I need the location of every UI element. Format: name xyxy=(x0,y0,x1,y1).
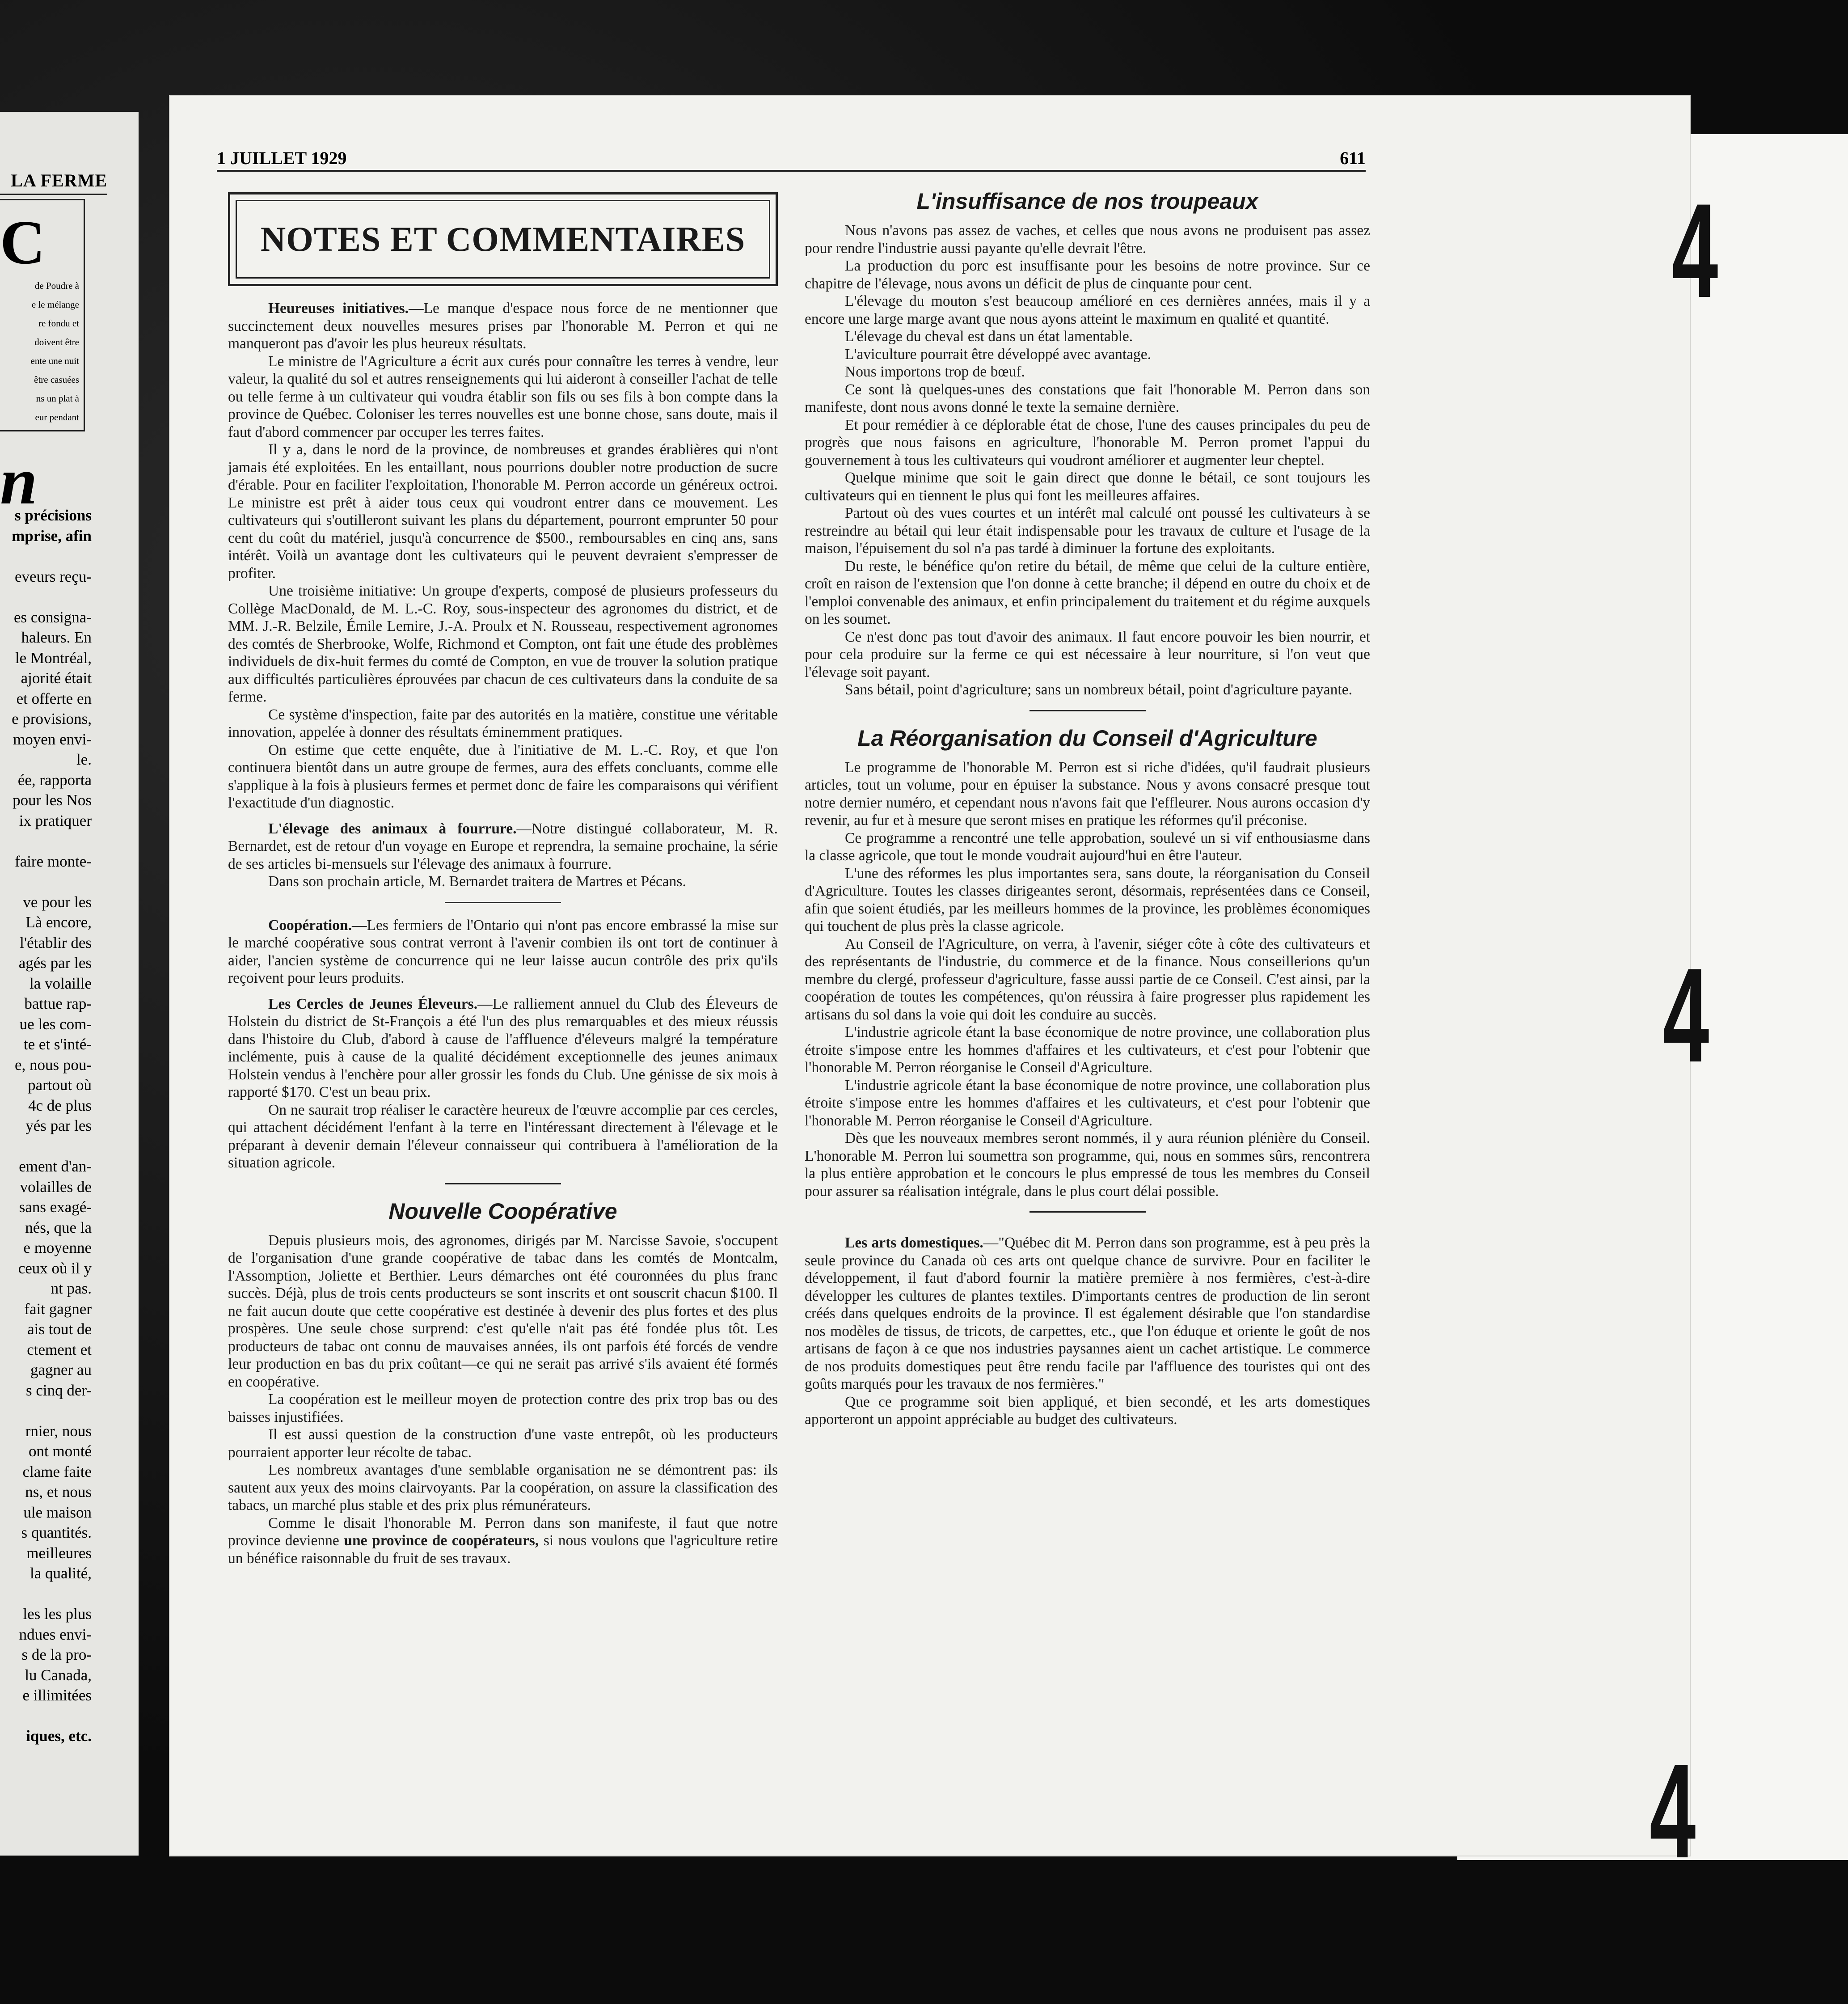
section-heading: Nouvelle Coopérative xyxy=(388,1198,617,1224)
left-page-line: ve pour les xyxy=(23,893,92,911)
paragraph: Les arts domestiques.—"Québec dit M. Perron dans son programme, est à peu près la seule province du Canada où ces arts ont quelque chance de survivre. Pour en faciliter le développement, il faut d'abord fournir la matière première à nos fermières, c'est-à-dire développer les cultures de plantes textiles. D'importants centres de production de lin seront créés dans quelques endroits de la province. Il est également désirable que l'on standardise nos modèles de tissus, de tricots, de carpettes, etc., que l'on éduque et oriente le goût de nos artisans de façon à ce que nos industries paysannes aient un cachet artistique. Le commerce de nos produits domestiques peut être rendu facile par l'affluence des touristes qui ont des goûts marqués pour les travaux de nos fermières." xyxy=(805,1235,1370,1392)
paragraph: L'industrie agricole étant la base économique de notre province, une collaboration plus étroite s'impose entre les hommes d'affaires et les cultivateurs, et c'est pour l'obtenir que l'honorable M. Perron réorganise le Conseil d'Agriculture. xyxy=(805,1024,1370,1076)
left-page-line: s précisions xyxy=(14,507,92,524)
paragraph: La coopération est le meilleur moyen de protection contre des prix trop bas ou des baisses injustifiées. xyxy=(228,1391,778,1425)
left-page-line: es consigna- xyxy=(14,608,92,626)
paragraph: On ne saurait trop réaliser le caractère heureux de l'œuvre accomplie par ces cercles, qui attachent décidément l'enfant à la terre en l'intéressant directement à l'élevage et le préparant à devenir demain l'éleveur connaisseur qui contribuera à l'amélioration de la situation agricole. xyxy=(228,1101,778,1171)
left-page-big-letter: n xyxy=(0,444,38,518)
left-page-line: ais tout de xyxy=(27,1320,92,1338)
left-page-line: ue les com- xyxy=(19,1015,92,1033)
paragraph: Les nombreux avantages d'une semblable organisation ne se démontrent pas: ils sautent aux yeux des moins clairvoyants. Par la coopération, on assure la classification des tabacs, un marché plus stable et des prix plus rémunérateurs. xyxy=(228,1462,778,1514)
paragraph: Ce programme a rencontré une telle approbation, soulevé un si vif enthousiasme dans la classe agricole, que tout le monde voudrait aujourd'hui en être l'auteur. xyxy=(805,829,1370,864)
margin-mark: 4 xyxy=(1650,1736,1696,1886)
margin-mark: 4 xyxy=(1672,175,1718,326)
left-page-line: partout où xyxy=(28,1076,92,1094)
left-page-line: s cinq der- xyxy=(25,1381,92,1399)
left-page-line: ndues envi- xyxy=(19,1625,92,1643)
left-page-line: sans exagé- xyxy=(19,1198,92,1216)
left-page-line xyxy=(0,1706,92,1726)
page-title: NOTES ET COMMENTAIRES xyxy=(236,200,770,279)
left-page-line: faire monte- xyxy=(15,852,92,870)
left-page-line xyxy=(0,1136,92,1157)
left-page-line xyxy=(0,871,92,892)
page-date: 1 JUILLET 1929 xyxy=(217,148,347,168)
left-page-line: ont monté xyxy=(29,1442,92,1460)
paragraph: Ce système d'inspection, faite par des autorités en la matière, constitue une véritable innovation, appelée à donner des résultats éminemment pratiques. xyxy=(228,706,778,740)
left-page-line: nt pas. xyxy=(51,1280,92,1297)
paragraph: Ce sont là quelques-unes des constations que fait l'honorable M. Perron dans son manifeste, dont nous avons donné le texte la semaine dernière. xyxy=(805,381,1370,415)
left-page-line: nés, que la xyxy=(25,1218,92,1236)
paragraph: Nous importons trop de bœuf. xyxy=(845,364,1025,380)
left-page-line: l'établir des xyxy=(20,934,92,951)
left-page-box xyxy=(0,199,85,431)
paragraph: Depuis plusieurs mois, des agronomes, dirigés par M. Narcisse Savoie, s'occupent de l'organisation d'une grande coopérative de tabac dans les comtés de Montcalm, l'Assomption, Joliette et Berthier. Leurs démarches ont été couronnées du plus franc succès. Déjà, plus de trois cents producteurs se sont inscrits et ont souscrit chacun $100. Il ne fait aucun doute que cette coopérative est destinée à devenir des plus fortes et des plus prospères. Une seule chose surprend: c'est qu'elle n'ait pas été fondée plus tôt. Les producteurs de tabac ont connu de mauvaises années, ils ont parfois été forcés de vendre leur production en bas du prix coûtant—ce qui ne serait pas arrivé s'ils avaient été formés en coopérative. xyxy=(228,1232,778,1390)
left-page-line: eveurs reçu- xyxy=(15,567,92,585)
page-number: 611 xyxy=(1340,148,1366,168)
left-page-line: 4c de plus xyxy=(28,1096,92,1114)
box-line: ente une nuit xyxy=(30,355,79,366)
paragraph: Il y a, dans le nord de la province, de nombreuses et grandes érablières qui n'ont jamais été exploitées. En les entaillant, nous pourrions doubler notre production de sucre d'érable. Pour en faciliter l'exploitation, l'honorable M. Perron accorde un généreux octroi. Le ministre est prêt à aider tous ceux qui voudront entrer dans ce mouvement. Les cultivateurs qui s'outilleront suivant les plans du département, pourront emprunter 50 pour cent du coût du matériel, jusqu'à concurrence de $500., remboursables en cinq ans, sans intérêt. Voilà un avantage dont les cultivateurs qui le peuvent devraient s'empresser de profiter. xyxy=(228,441,778,582)
section-ornament xyxy=(805,705,1370,717)
left-page-line: volailles de xyxy=(20,1178,92,1196)
paragraph: Le programme de l'honorable M. Perron est si riche d'idées, qu'il faudrait plusieurs articles, tout un volume, pour en épuiser la substance. Nous y avons consacré presque tout notre dernier numéro, et cependant nous n'avons fait que l'effleurer. Nous aurons occasion d'y revenir, au fur et à mesure que seront mises en pratique les réformes qu'il préconise. xyxy=(805,759,1370,829)
paragraph-lead: Les arts domestiques. xyxy=(845,1235,983,1251)
paragraph: Heureuses initiatives.—Le manque d'espace nous force de ne mentionner que succinctement deux nouvelles mesures prises par l'honorable M. Perron et qui ne manqueront pas d'avoir les plus heureux résultats. xyxy=(228,300,778,352)
left-page-line: te et s'inté- xyxy=(23,1036,92,1053)
left-page-line: agés par les xyxy=(18,954,92,972)
box-line: être casuées xyxy=(34,374,79,385)
paragraph: L'une des réformes les plus importantes sera, sans doute, la réorganisation du Conseil d'Agriculture. Toutes les classes dirigeantes seront, désormais, représentées dans ce Conseil, afin que soient étudiés, par les meilleurs hommes de la province, les problèmes économiques qui touchent de plus près la classe agricole. xyxy=(805,865,1370,934)
left-page-line: et offerte en xyxy=(16,689,92,707)
box-line: eur pendant xyxy=(35,412,79,423)
left-page-line: Là encore, xyxy=(25,913,92,931)
left-page-line: haleurs. En xyxy=(21,629,92,646)
left-page-header: LA FERME xyxy=(0,170,107,195)
left-page-fragment xyxy=(0,112,139,1856)
left-page-line xyxy=(0,831,92,851)
paragraph: Ce n'est donc pas tout d'avoir des animaux. Il faut encore pouvoir les bien nourrir, et pour cela produire sur la ferme ce qui est nécessaire à leur nourriture, si l'on veut que l'élevage soit payant. xyxy=(805,628,1370,681)
section-ornament xyxy=(805,1206,1370,1218)
left-page-line: iques, etc. xyxy=(26,1727,92,1745)
paragraph: Nous n'avons pas assez de vaches, et celles que nous avons ne produisent pas assez pour rendre l'industrie aussi payante qu'elle devrait l'être. xyxy=(805,222,1370,257)
left-page-line: ement d'an- xyxy=(19,1158,92,1175)
left-page-line: les les plus xyxy=(23,1605,92,1623)
left-page-line: s de la pro- xyxy=(21,1646,92,1663)
left-page-line xyxy=(0,587,92,607)
paragraph-lead: Heureuses initiatives. xyxy=(268,300,409,317)
left-page-line: e provisions, xyxy=(12,710,92,727)
paragraph: Il est aussi question de la construction d'une vaste entrepôt, où les producteurs pourraient apporter leur récolte de tabac. xyxy=(228,1426,778,1461)
paragraph: L'aviculture pourrait être développé avec avantage. xyxy=(845,346,1151,363)
left-page-text-lines xyxy=(0,505,92,1746)
left-page-line: la volaille xyxy=(30,974,92,992)
paragraph: Une troisième initiative: Un groupe d'experts, composé de plusieurs professeurs du Collège MacDonald, de M. L.-C. Roy, sous-inspecteur des agronomes du district, et de MM. J.-R. Belzile, Émile Lemire, J.-A. Proulx et N. Rousseau, respectivement agronomes des comtés de Sherbrooke, Wolfe, Richmond et Compton, ont fait une étude des problèmes individuels de dix-huit fermes du comté de Compton, en vue de trouver la solution pratique aux difficultés particulières éprouvées par chacun de ces cultivateurs dans la conduite de sa ferme. xyxy=(228,583,778,705)
left-page-line: gagner au xyxy=(30,1361,92,1378)
paragraph: Les Cercles de Jeunes Éleveurs.—Le ralliement annuel du Club des Éleveurs de Holstein du district de St-François a été l'un des plus remarquables et des mieux réussis dans l'histoire du Club, d'abord à cause de l'affluence d'éleveurs malgré la température inclémente, puis à cause de la qualité décidément exceptionnelle des jeunes animaux Holstein vendus à l'enchère pour aller grossir les fonds du Club. Une génisse de six mois à rapporté $170. C'est un beau prix. xyxy=(228,995,778,1100)
left-page-line: ceux où il y xyxy=(18,1259,92,1277)
left-page-line: moyen envi- xyxy=(13,730,92,748)
left-page-line: s quantités. xyxy=(21,1524,92,1541)
right-column xyxy=(805,183,1370,1429)
left-page-line: clame faite xyxy=(22,1463,92,1480)
paragraph: Le ministre de l'Agriculture a écrit aux curés pour connaître les terres à vendre, leur valeur, la qualité du sol et autres renseignements qui lui aideront à conseiller l'achat de telle ou telle ferme à un cultivateur qui voudra établir son fils ou ses fils à bon compte dans la province de Québec. Coloniser les terres nouvelles est une bonne chose, sans doute, mais il faut d'abord commencer par occuper les terres faites. xyxy=(228,353,778,440)
paragraph: Et pour remédier à ce déplorable état de chose, l'une des causes principales du peu de progrès que nous faisons en agriculture, l'honorable M. Perron promet l'appui du gouvernement à tous les cultivateurs qui voudront améliorer et augmenter leur cheptel. xyxy=(805,416,1370,469)
paragraph: Dans son prochain article, M. Bernardet traitera de Martres et Pécans. xyxy=(268,873,686,890)
paragraph-lead: L'élevage des animaux à fourrure. xyxy=(268,820,517,837)
box-line: re fondu et xyxy=(38,318,79,329)
left-column xyxy=(228,192,778,1567)
left-page-line: ajorité était xyxy=(21,669,92,687)
paragraph: Sans bétail, point d'agriculture; sans un nombreux bétail, point d'agriculture payante. xyxy=(845,681,1352,698)
left-page-line: ctement et xyxy=(27,1340,92,1358)
left-page-line: ée, rapporta xyxy=(17,771,92,789)
paragraph: L'industrie agricole étant la base économique de notre province, une collaboration plus étroite s'impose entre les hommes d'affaires et les cultivateurs, et c'est pour l'obtenir que l'honorable M. Perron réorganise le Conseil d'Agriculture. xyxy=(805,1077,1370,1129)
left-page-line xyxy=(0,1584,92,1604)
left-page-line: ix pratiquer xyxy=(19,812,92,829)
paragraph-lead: Coopération. xyxy=(268,917,352,934)
paragraph: On estime que cette enquête, due à l'initiative de M. L.-C. Roy, et que l'on continuera bientôt dans un autre groupe de fermes, aura des effets concluants, comme elle s'applique à la fois à plusieurs fermes et permet donc de faire les comparaisons qui vérifient l'exactitude d'un diagnostic. xyxy=(228,741,778,811)
left-page-line: rnier, nous xyxy=(25,1422,92,1440)
left-page-line: la qualité, xyxy=(30,1564,92,1582)
box-line: ns un plat à xyxy=(36,393,79,404)
section-ornament xyxy=(228,897,778,909)
paragraph: Quelque minime que soit le gain direct que donne le bétail, ce sont toujours les cultivateurs qui en tiennent le plus qui font les meilleures affaires. xyxy=(805,469,1370,504)
section-heading: L'insuffisance de nos troupeaux xyxy=(916,189,1258,214)
left-page-line: e illimitées xyxy=(22,1687,92,1704)
left-page-line: ule maison xyxy=(23,1503,92,1521)
section-heading: La Réorganisation du Conseil d'Agriculture xyxy=(857,725,1317,751)
section-ornament xyxy=(228,1178,778,1190)
left-page-line xyxy=(0,1400,92,1421)
box-line: doivent être xyxy=(34,337,79,347)
left-page-line xyxy=(0,546,92,567)
left-page-line: yés par les xyxy=(25,1117,92,1134)
left-page-box-letter: C xyxy=(0,208,46,277)
paragraph: La production du porc est insuffisante pour les besoins de notre province. Sur ce chapitre de l'élevage, nous avons un déficit de plus de cinquante pour cent. xyxy=(805,258,1370,292)
box-line: e le mélange xyxy=(31,299,79,310)
left-page-line: meilleures xyxy=(26,1544,92,1562)
left-page-line: lu Canada, xyxy=(25,1666,92,1684)
paragraph: Que ce programme soit bien appliqué, et bien secondé, et les arts domestiques apporteront un appoint appréciable au budget des cultivateurs. xyxy=(805,1393,1370,1428)
left-page-line: e, nous pou- xyxy=(14,1056,92,1074)
left-page-line: mprise, afin xyxy=(12,527,92,545)
paragraph: Du reste, le bénéfice qu'on retire du bétail, de même que celui de la culture entière, croît en raison de l'extension que l'on donne à cette branche; il dépend en outre du choix et de l'emploi convenable des animaux, et enfin principalement du traitement et du régime auxquels on les soumet. xyxy=(805,558,1370,627)
margin-mark: 4 xyxy=(1663,940,1709,1090)
left-page-line: fait gagner xyxy=(24,1300,92,1318)
left-page-line: battue rap- xyxy=(24,995,92,1012)
title-box xyxy=(228,192,778,286)
running-head xyxy=(217,143,1366,172)
paragraph: L'élevage des animaux à fourrure.—Notre distingué collaborateur, M. R. Bernardet, est de retour d'un voyage en Europe et reprendra, la semaine prochaine, la série de ses articles bi-mensuels sur l'élevage des animaux à fourrure. xyxy=(228,820,778,872)
paragraph: Comme le disait l'honorable M. Perron dans son manifeste, il faut que notre province devienne une province de coopérateurs, si nous voulons que l'agriculture retire un bénéfice raisonnable du fruit de ses travaux. xyxy=(228,1514,778,1567)
left-page-line: e moyenne xyxy=(23,1239,92,1256)
paragraph-lead: Les Cercles de Jeunes Éleveurs. xyxy=(268,995,478,1012)
paragraph: Coopération.—Les fermiers de l'Ontario qui n'ont pas encore embrassé la mise sur le marché coopérative sous contrat verront à l'avenir combien ils ont tort de continuer à aider, l'ancien système de concurrence qui ne leur laisse aucun contrôle des prix qu'ils reçoivent pour leurs produits. xyxy=(228,917,778,986)
paragraph: L'élevage du mouton s'est beaucoup amélioré en ces dernières années, mais il y a encore une large marge avant que nous ayons atteint le maximum en qualité et quantité. xyxy=(805,293,1370,327)
left-page-line: le Montréal, xyxy=(15,649,92,667)
left-page-line: ns, et nous xyxy=(25,1483,92,1501)
paragraph: Dès que les nouveaux membres seront nommés, il y aura réunion plénière du Conseil. L'honorable M. Perron lui soumettra son programme, qui, nous en sommes sûrs, rencontrera la plus entière approbation et le concours le plus empressé de tous les membres du Conseil pour assurer sa réalisation intégrale, dans le plus court délai possible. xyxy=(805,1130,1370,1200)
paragraph: Partout où des vues courtes et un intérêt mal calculé ont poussé les cultivateurs à se restreindre au bétail qui leur était indispensable pour les travaux de culture et l'usage de la maison, l'épuisement du sol n'a pas tardé à diminuer la fortune des exploitants. xyxy=(805,505,1370,557)
left-page-line: pour les Nos xyxy=(13,791,92,809)
box-line: de Poudre à xyxy=(34,280,79,291)
paragraph: Au Conseil de l'Agriculture, on verra, à l'avenir, siéger côte à côte des cultivateurs et des représentants de l'industrie, du commerce et de la finance. Nous conseillerions qu'un membre du clergé, professeur d'agriculture, fasse aussi partie de ce Conseil. C'est ainsi, par la coopération de toutes les compétences, qu'on réussira à faire progresser plus rapidement les artisans du sol dans la voie qui doit les conduire au succès. xyxy=(805,935,1370,1023)
left-page-line: le. xyxy=(76,751,92,768)
paragraph: L'élevage du cheval est dans un état lamentable. xyxy=(845,328,1133,345)
